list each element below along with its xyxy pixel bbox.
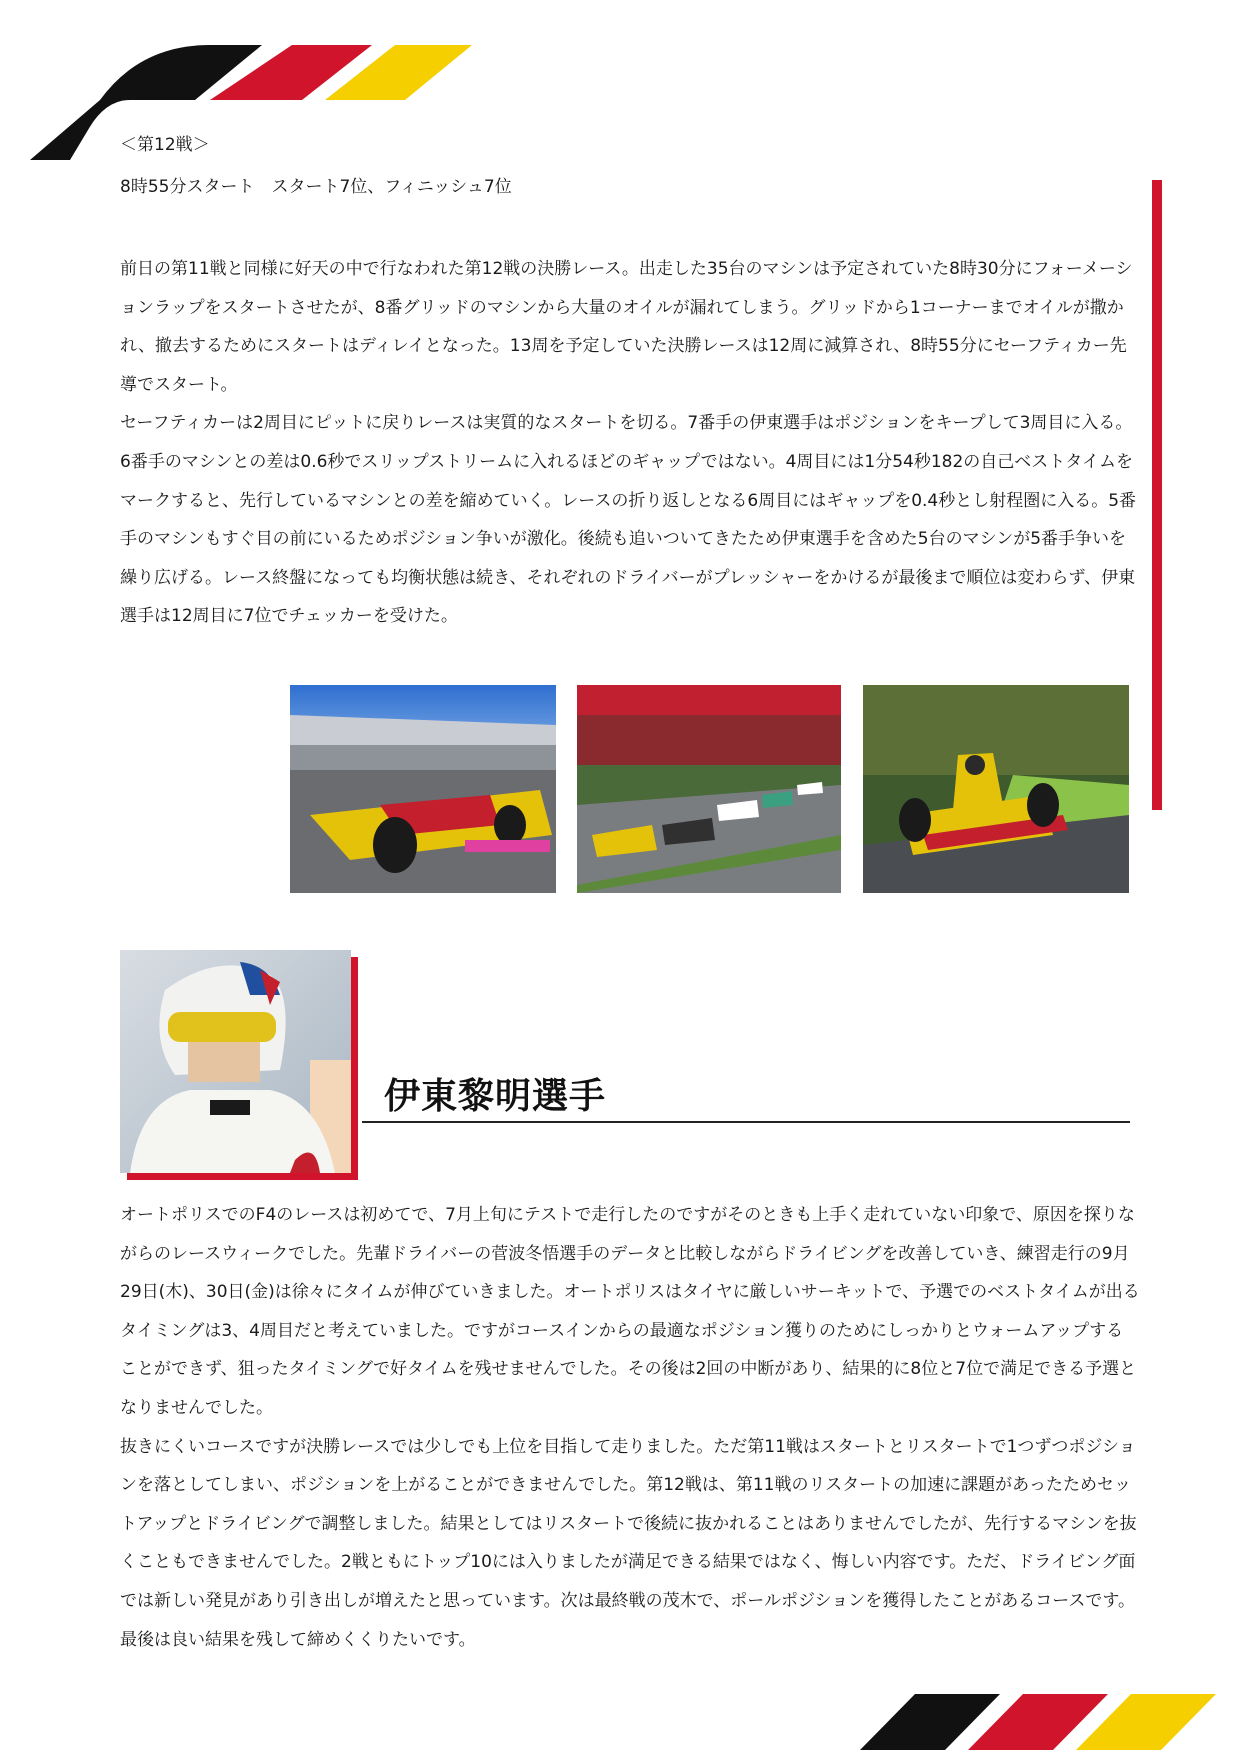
race-photo-action [863,685,1129,893]
race-report-paragraph: 前日の第11戦と同様に好天の中で行なわれた第12戦の決勝レース。出走した35台のマシンは予定されていた8時30分にフォーメーションラップをスタートさせたが、8番グリッドのマシンから大量のオイルが漏れてしまう。グリッドから1コーナーまでオイルが撒かれ、撤去するためにスタートはディレイとなった。13周を予定していた決勝レースは12周に減算され、8時55分にセーフティカー先導でスタート。 [120,259,1133,395]
race-report [120,250,1140,636]
side-accent-bar [1152,180,1162,810]
race-summary: 8時55分スタート スタート7位、フィニッシュ7位 [120,177,512,197]
race-photo-pack [577,685,841,893]
race-photo-grid [290,685,556,893]
driver-comment [120,1196,1140,1659]
race-heading: ＜第12戦＞ [120,135,210,155]
driver-portrait-frame [120,950,358,1180]
footer-stripes-graphic [860,1690,1241,1754]
driver-comment-paragraph: 抜きにくいコースですが決勝レースでは少しでも上位を目指して走りました。ただ第11戦はスタートとリスタートで1つずつポジションを落としてしまい、ポジションを上がることができませんでした。第12戦は、第11戦のリスタートの加速に課題があったためセットアップとドライビングで調整しました。結果としてはリスタートで後続に抜かれることはありませんでしたが、先行するマシンを抜くこともできませんでした。2戦ともにトップ10には入りましたが満足できる結果ではなく、悔しい内容です。ただ、ドライビング面では新しい発見があり引き出しが増えたと思っています。次は最終戦の茂木で、ポールポジションを獲得したことがあるコースです。最後は良い結果を残して締めくくりたいです。 [120,1436,1137,1650]
header-stripes-graphic [0,0,480,170]
driver-comment-paragraph: オートポリスでのF4のレースは初めてで、7月上旬にテストで走行したのですがそのときも上手く走れていない印象で、原因を探りながらのレースウィークでした。先輩ドライバーの菅波冬悟選手のデータと比較しながらドライビングを改善していき、練習走行の9月29日(木)、30日(金)は徐々にタイムが伸びていきました。オートポリスはタイヤに厳しいサーキットで、予選でのベストタイムが出るタイミングは3、4周目だと考えていました。ですがコースインからの最適なポジション獲りのためにしっかりとウォームアップすることができず、狙ったタイミングで好タイムを残せませんでした。その後は2回の中断があり、結果的に8位と7位で満足できる予選となりませんでした。 [120,1205,1140,1418]
race-report-paragraph: セーフティカーは2周目にピットに戻りレースは実質的なスタートを切る。7番手の伊東選手はポジションをキープして3周目に入る。6番手のマシンとの差は0.6秒でスリップストリームに入れるほどのギャップではない。4周目には1分54秒182の自己ベストタイムをマークすると、先行しているマシンとの差を縮めていく。レースの折り返しとなる6周目にはギャップを0.4秒とし射程圏に入る。5番手のマシンもすぐ目の前にいるためポジション争いが激化。後続も追いついてきたため伊東選手を含めた5台のマシンが5番手争いを繰り広げる。レース終盤になっても均衡状態は続き、それぞれのドライバーがプレッシャーをかけるが最後まで順位は変わらず、伊東選手は12周目に7位でチェッカーを受けた。 [120,413,1137,627]
name-underline-divider [362,1121,1130,1123]
driver-portrait-photo [120,950,351,1173]
driver-name-heading: 伊東黎明選手 [384,1076,607,1117]
